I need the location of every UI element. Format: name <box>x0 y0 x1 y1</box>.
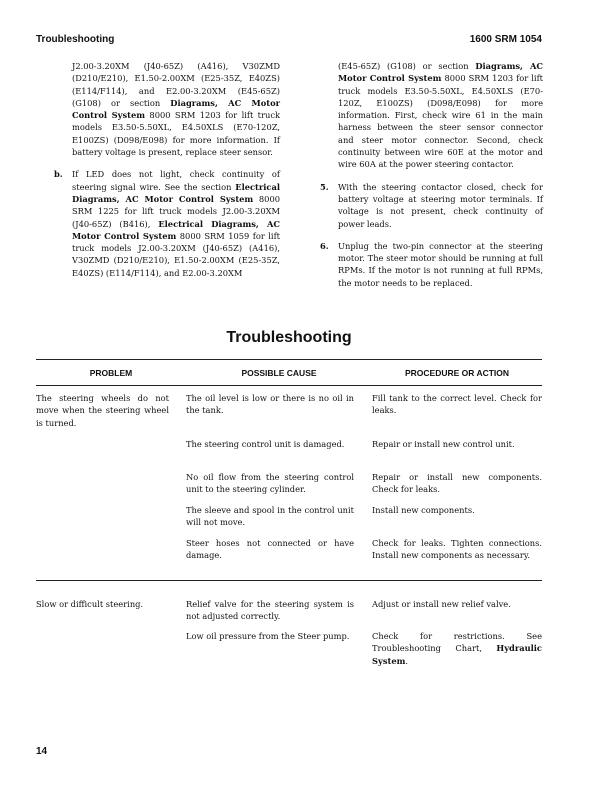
action-install-components: Install new components. <box>372 505 475 515</box>
right-continued-text-end: 8000 SRM 1203 for lift truck models E3.50-5.50XL, E4.50XLS (E70-120Z, E100ZS) (D098/E098) for more information. First, check wire 61 in the main harness between the steer sensor connector and steer motor connector. Second, check continuity between wire 60E at the motor and wire 60A at the power steering contactor. <box>338 73 543 170</box>
table-header <box>36 368 542 382</box>
step-b-bold-ref1: Electrical Diagrams, AC Motor Control System <box>72 181 280 204</box>
action-check-leaks: Check for leaks. Tighten connections. Install new components as necessary. <box>372 538 542 561</box>
continued-paragraph <box>36 60 280 158</box>
right-continued-bold-reference: Diagrams, AC Motor Control System <box>338 61 543 84</box>
step-b <box>36 168 280 279</box>
cause-relief-valve: Relief valve for the steering system is not adjusted correctly. <box>186 599 354 622</box>
section-title: Troubleshooting <box>226 329 352 346</box>
action-adjust-relief-valve: Adjust or install new relief valve. <box>372 599 511 609</box>
step-6-text: Unplug the two-pin connector at the steering motor. The steer motor should be running at full RPMs. If the motor is not running at full RPMs, the motor needs to be replaced. <box>338 240 543 288</box>
continued-text-end: 8000 SRM 1203 for lift truck models E3.50-5.50XL, E4.50XLS (E70-120Z, E100ZS) (D098/E098) for more information. If battery voltage is present, replace steer sensor. <box>72 110 280 158</box>
step-6-number: 6. <box>320 240 329 251</box>
step-5 <box>302 181 543 230</box>
step-5-number: 5. <box>320 181 329 192</box>
table-header-rule <box>36 385 542 386</box>
left-column <box>36 60 280 279</box>
problem-slow-steering: Slow or difficult steering. <box>36 599 144 609</box>
cause-low-oil-pressure: Low oil pressure from the Steer pump. <box>186 631 350 641</box>
header-section-title: Troubleshooting <box>36 34 115 45</box>
header-doc-ref: 1600 SRM 1054 <box>469 34 542 45</box>
right-column <box>302 60 543 289</box>
step-b-part2: 8000 SRM 1225 for lift truck models J2.00-3.20XM (J40-65Z) (B416), <box>72 193 280 229</box>
step-b-part1: If LED does not light, check continuity of steering signal wire. See the section <box>72 169 280 192</box>
step-b-part3: 8000 SRM 1059 for lift truck models J2.00-3.20XM (J40-65Z) (A416), V30ZMD (D210/E210), E1.50-2.00XM (E25-35Z, E40ZS) (E114/F114), and E2.00-3.20XM <box>72 230 280 278</box>
header-procedure-action: PROCEDURE OR ACTION <box>404 368 510 378</box>
header-possible-cause: POSSIBLE CAUSE <box>241 368 317 378</box>
cause-low-oil: The oil level is low or there is no oil in the tank. <box>186 393 354 416</box>
step-b-bold-ref2: Electrical Diagrams, AC Motor Control System <box>72 218 280 241</box>
action-check-restrictions-end: . <box>405 655 409 666</box>
action-repair-components: Repair or install new components. Check for leaks. <box>372 472 542 495</box>
table-group-rule <box>36 580 542 581</box>
continued-text: J2.00-3.20XM (J40-65Z) (A416), V30ZMD (D210/E210), E1.50-2.00XM (E25-35Z, E40ZS) (E114/F114), and E2.00-3.20XM (E45-65Z) (G108) or section <box>72 61 280 108</box>
right-continued-text: (E45-65Z) (G108) or section <box>338 61 476 71</box>
table-top-rule <box>36 359 542 360</box>
step-6 <box>302 240 543 289</box>
action-fill-tank: Fill tank to the correct level. Check for leaks. <box>372 393 542 416</box>
problem-steering-wheels: The steering wheels do not move when the steering wheel is turned. <box>36 393 169 428</box>
page-header <box>36 34 542 48</box>
action-repair-control-unit: Repair or install new control unit. <box>372 439 515 449</box>
continued-bold-reference: Diagrams, AC Motor Control System <box>72 97 280 121</box>
action-check-restrictions-text: Check for restrictions. See Troubleshooting Chart, <box>372 631 542 654</box>
step-b-number: b. <box>54 169 63 180</box>
page-number: 14 <box>36 746 48 757</box>
cause-control-unit-damaged: The steering control unit is damaged. <box>186 439 345 449</box>
hydraulic-system-reference: Hydraulic System <box>372 643 542 666</box>
step-5-text: With the steering contactor closed, check for battery voltage at steering motor terminals. If voltage is not present, check continuity of power leads. <box>338 181 543 229</box>
action-check-restrictions <box>372 630 542 667</box>
header-problem: PROBLEM <box>89 368 133 378</box>
cause-steer-hoses: Steer hoses not connected or have damage. <box>186 538 354 561</box>
step-b-text <box>72 168 280 279</box>
cause-sleeve-spool: The sleeve and spool in the control unit will not move. <box>186 505 354 528</box>
right-continued-paragraph <box>302 60 543 171</box>
cause-no-oil-flow: No oil flow from the steering control unit to the steering cylinder. <box>186 472 354 495</box>
